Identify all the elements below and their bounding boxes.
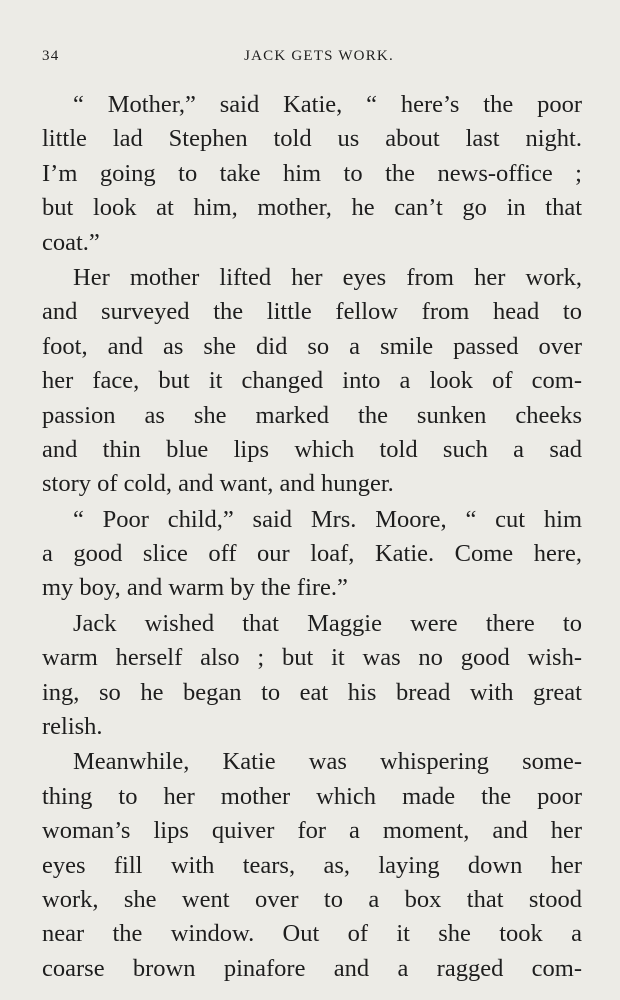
page-number: 34	[42, 48, 60, 64]
text-line: and thin blue lips which told such a sad	[42, 435, 582, 463]
paragraph-5	[42, 745, 582, 986]
text-line: coat.”	[42, 228, 100, 256]
text-line: Jack wished that Maggie were there to	[73, 609, 582, 637]
text-line: “ Poor child,” said Mrs. Moore, “ cut him	[73, 505, 582, 533]
text-line: little lad Stephen told us about last night.	[42, 125, 582, 153]
text-line: and surveyed the little fellow from head to	[42, 298, 582, 326]
text-line: her face, but it changed into a look of com-	[42, 367, 582, 395]
text-line: story of cold, and want, and hunger.	[42, 470, 394, 498]
text-line: a good slice off our loaf, Katie. Come here,	[42, 540, 582, 568]
text-line: near the window. Out of it she took a	[42, 920, 582, 948]
text-line: but look at him, mother, he can’t go in that	[42, 194, 582, 222]
text-line: coarse brown pinafore and a ragged com-	[42, 954, 582, 982]
text-line: Meanwhile, Katie was whispering some-	[73, 748, 582, 776]
text-line: passion as she marked the sunken cheeks	[42, 401, 582, 429]
running-title: JACK GETS WORK.	[244, 48, 394, 64]
text-line: foot, and as she did so a smile passed over	[42, 332, 582, 360]
text-line: “ Mother,” said Katie, “ here’s the poor	[73, 91, 582, 118]
text-line: ing, so he began to eat his bread with great	[42, 678, 582, 706]
text-line: thing to her mother which made the poor	[42, 782, 582, 810]
text-line: woman’s lips quiver for a moment, and her	[42, 817, 582, 845]
running-head	[42, 48, 582, 70]
text-line: eyes fill with tears, as, laying down her	[42, 851, 582, 879]
paragraph-1	[42, 88, 582, 260]
text-line: work, she went over to a box that stood	[42, 885, 582, 913]
paragraph-2	[42, 261, 582, 502]
text-line: relish.	[42, 713, 103, 741]
text-line: warm herself also ; but it was no good wish-	[42, 644, 582, 672]
text-line: I’m going to take him to the news-office ;	[42, 159, 582, 187]
paragraph-3	[42, 503, 582, 606]
body-text	[42, 88, 582, 986]
text-line: Her mother lifted her eyes from her work,	[73, 263, 582, 291]
text-line: my boy, and warm by the fire.”	[42, 574, 348, 602]
paragraph-4	[42, 607, 582, 745]
